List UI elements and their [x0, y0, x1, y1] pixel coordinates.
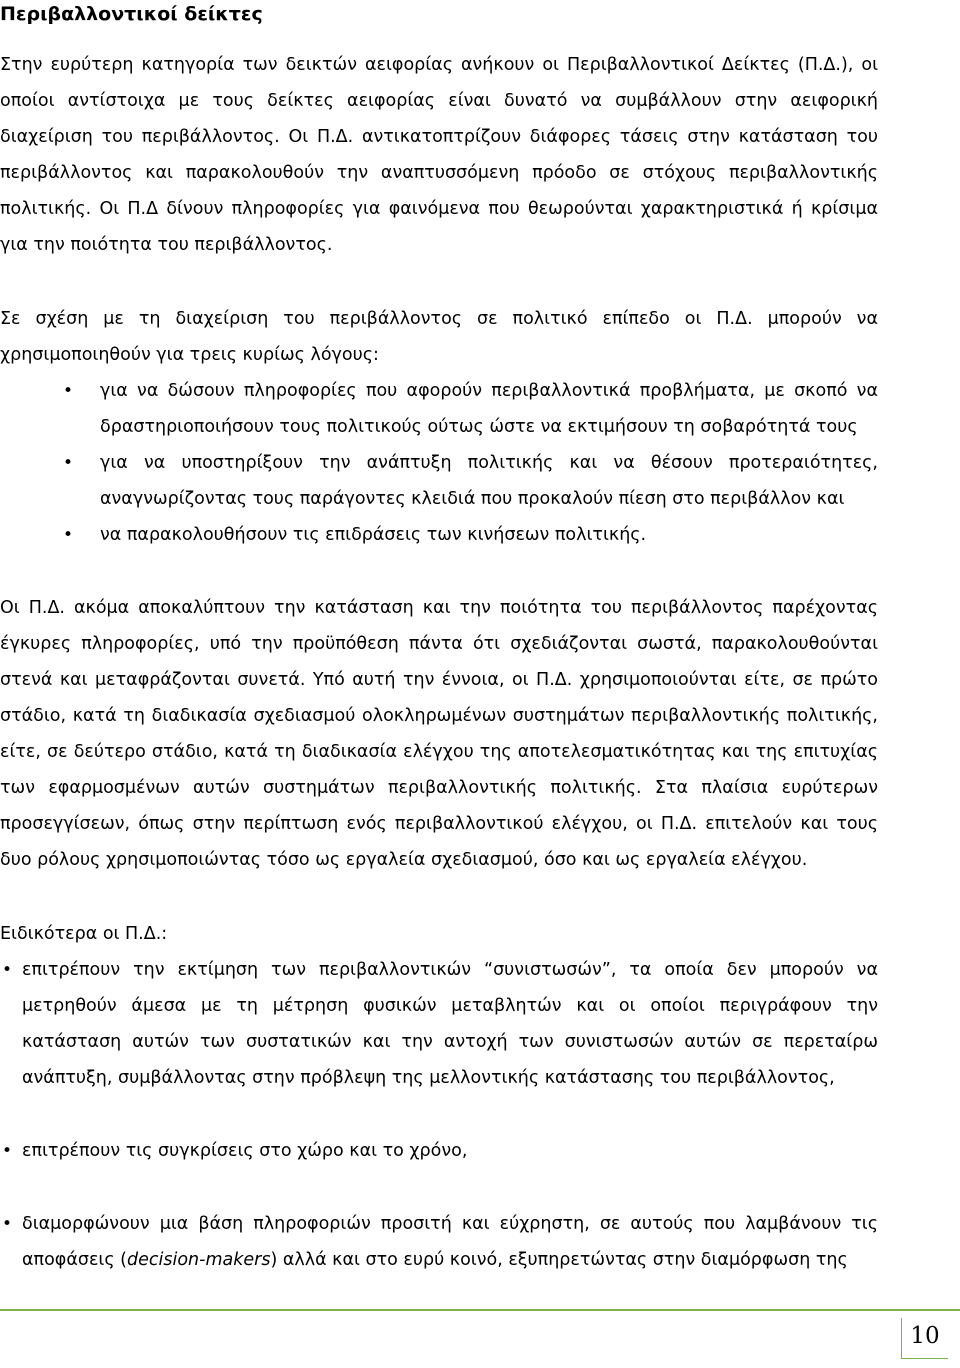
paragraph-specifically: Ειδικότερα οι Π.Δ.: — [0, 924, 168, 944]
specifics-list — [0, 952, 878, 1096]
footer-rule — [0, 1309, 960, 1311]
paragraph-quality: Οι Π.Δ. ακόμα αποκαλύπτουν την κατάσταση και την ποιότητα του περιβάλλοντος παρέχοντας έγκυρες πληροφορίες, υπό την προϋπόθεση πάντα ότι σχεδιάζονται σωστά, παρακολουθούνται στενά και μεταφράζονται συνετά. Υπό αυτή την έννοια, οι Π.Δ. χρησιμοποιούνται είτε, σε πρώτο στάδιο, κατά τη διαδικασία σχεδιασμού ολοκληρωμένων συστημάτων περιβαλλοντικής πολιτικής, είτε, σε δεύτερο στάδιο, κατά τη διαδικασία ελέγχου της αποτελεσματικότητας και της επιτυχίας των εφαρμοσμένων αυτών συστημάτων περιβαλλοντικής πολιτικής. Στα πλαίσια ευρύτερων προσεγγίσεων, όπως στην περίπτωση ενός περιβαλλοντικού ελέγχου, οι Π.Δ. επιτελούν και τους δυο ρόλους χρησιμοποιώντας τόσο ως εργαλεία σχεδιασμού, όσο και ως εργαλεία ελέγχου. — [0, 598, 878, 870]
paragraph-policy-use: Σε σχέση με τη διαχείριση του περιβάλλοντος σε πολιτικό επίπεδο οι Π.Δ. μπορούν να χρησιμοποιηθούν για τρεις κυρίως λόγους: — [0, 309, 878, 365]
bullet-icon: • — [2, 1214, 13, 1234]
list-item — [0, 517, 878, 553]
reasons-list — [0, 373, 878, 553]
specifics-list-2 — [0, 1133, 878, 1169]
list-item — [0, 445, 878, 517]
list-item-text: για να υποστηρίξουν την ανάπτυξη πολιτικής και να θέσουν προτεραιότητες, αναγνωρίζοντας τους παράγοντες κλειδιά που προκαλούν πίεση στο περιβάλλον και — [100, 453, 878, 509]
list-item-text: επιτρέπουν την εκτίμηση των περιβαλλοντικών “συνιστωσών”, τα οποία δεν μπορούν να μετρηθούν άμεσα με τη μέτρηση φυσικών μεταβλητών και οι οποίοι περιγράφουν την κατάσταση αυτών των συστατικών και την αντοχή των συνιστωσών αυτών σε περεταίρω ανάπτυξη, συμβάλλοντας στην πρόβλεψη της μελλοντικής κατάστασης του περιβάλλοντος, — [22, 960, 878, 1088]
bullet-icon: • — [63, 453, 74, 473]
bullet-icon: • — [2, 1141, 13, 1161]
bullet-icon: • — [63, 381, 74, 401]
text-before: διαμορφώνουν μια βάση πληροφοριών προσιτή και εύχρηστη, σε αυτούς που λαμβάνουν τις αποφάσεις ( — [22, 1214, 878, 1270]
text-after: ) αλλά και στο ευρύ κοινό, εξυπηρετώντας στην διαμόρφωση της — [270, 1250, 848, 1270]
list-item — [0, 952, 878, 1096]
list-item — [0, 373, 878, 445]
page-number: 10 — [901, 1318, 948, 1359]
bullet-icon: • — [2, 960, 13, 980]
paragraph-intro: Στην ευρύτερη κατηγορία των δεικτών αειφορίας ανήκουν οι Περιβαλλοντικοί Δείκτες (Π.Δ.), οι οποίοι αντίστοιχα με τους δείκτες αειφορίας είναι δυνατό να συμβάλλουν στην αειφορική διαχείριση του περιβάλλοντος. Οι Π.Δ. αντικατοπτρίζουν διάφορες τάσεις στην κατάσταση του περιβάλλοντος και παρακολουθούν την αναπτυσσόμενη πρόοδο σε στόχους περιβαλλοντικής πολιτικής. Οι Π.Δ δίνουν πληροφορίες για φαινόμενα που θεωρούνται χαρακτηριστικά ή κρίσιμα για την ποιότητα του περιβάλλοντος. — [0, 55, 878, 255]
list-item — [0, 1206, 878, 1278]
list-item — [0, 1133, 878, 1169]
italic-term: decision-makers — [127, 1250, 271, 1270]
list-item-text: να παρακολουθήσουν τις επιδράσεις των κινήσεων πολιτικής. — [100, 525, 647, 545]
list-item-text: επιτρέπουν τις συγκρίσεις στο χώρο και το χρόνο, — [22, 1141, 468, 1161]
bullet-icon: • — [63, 525, 74, 545]
list-item-text: για να δώσουν πληροφορίες που αφορούν περιβαλλοντικά προβλήματα, με σκοπό να δραστηριοποιήσουν τους πολιτικούς ούτως ώστε να εκτιμήσουν τη σοβαρότητά τους — [100, 381, 878, 437]
specifics-list-3 — [0, 1206, 878, 1278]
section-heading: Περιβαλλοντικοί δείκτες — [0, 3, 263, 25]
list-item-text — [22, 1214, 878, 1270]
